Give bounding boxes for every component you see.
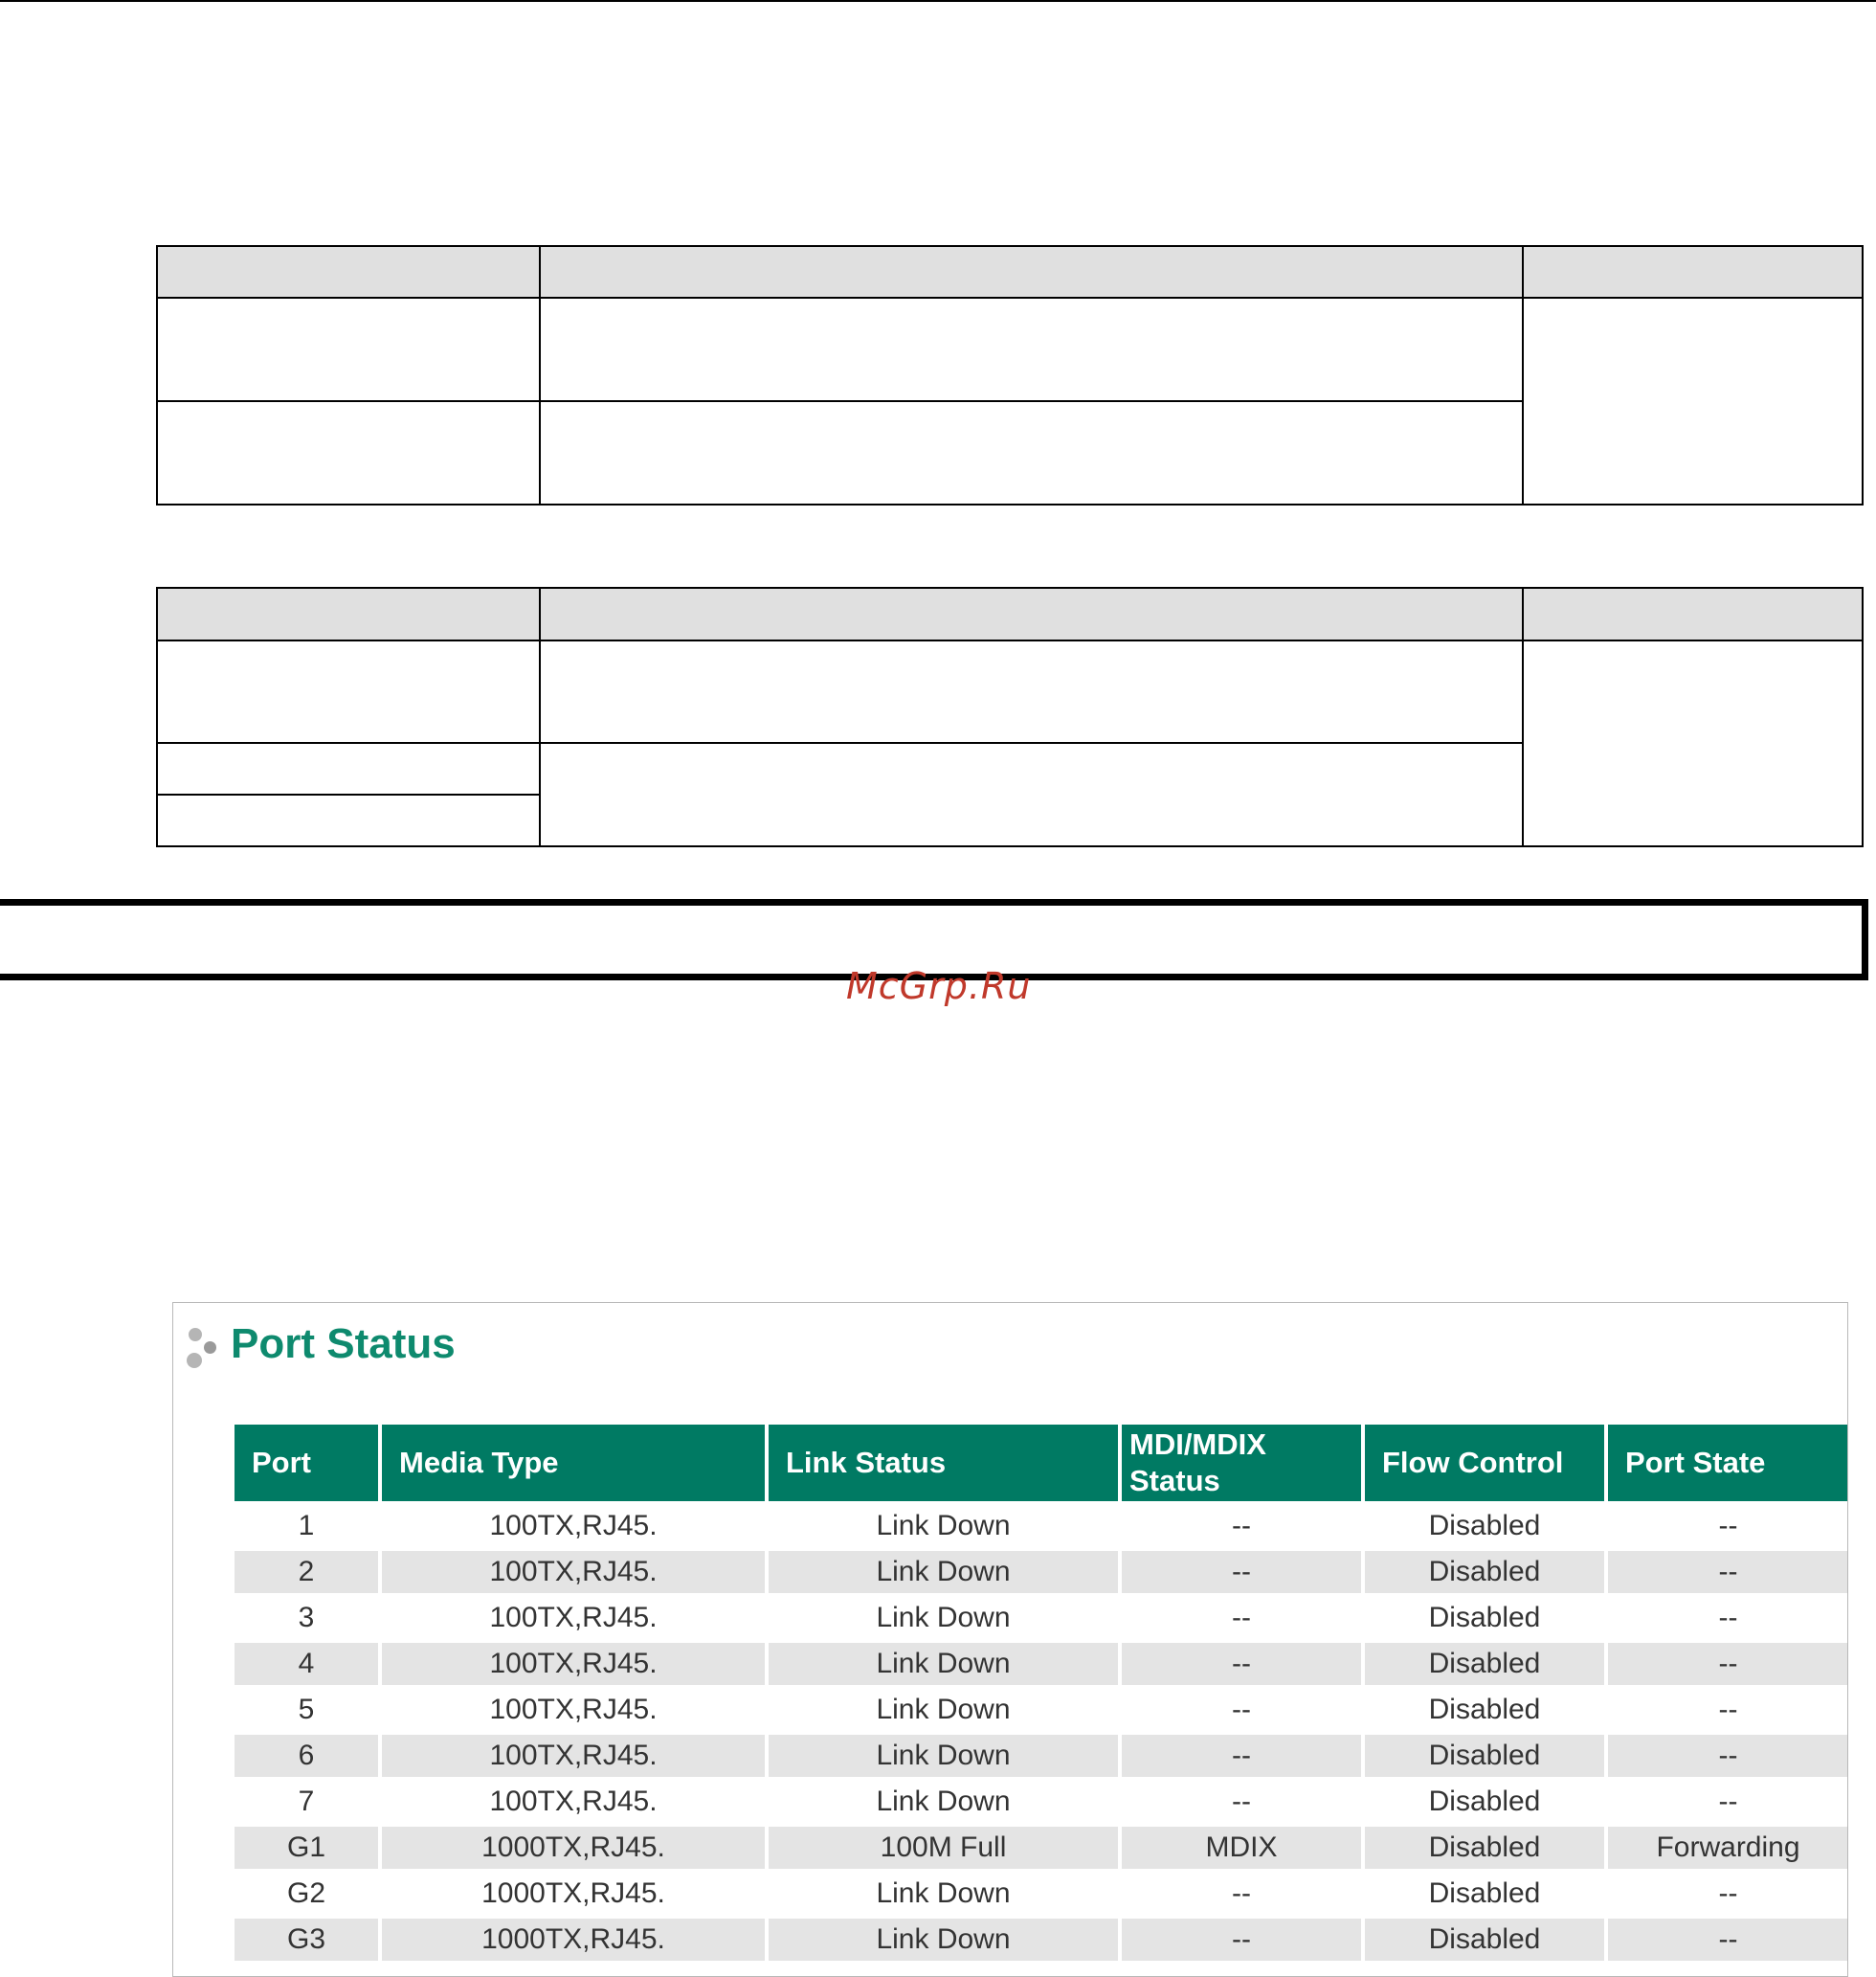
link-status-cell: Link Down <box>769 1735 1118 1777</box>
port-status-panel <box>172 1302 1848 1977</box>
table-row <box>234 1689 1848 1731</box>
doc-table-1-header-cell <box>157 246 540 298</box>
link-status-cell: Link Down <box>876 1877 1011 1909</box>
column-header-media-type: Media Type <box>382 1425 765 1501</box>
media-type-cell: 100TX,RJ45. <box>382 1643 765 1685</box>
media-type-cell: 100TX,RJ45. <box>489 1602 658 1633</box>
table-row <box>234 1873 1848 1915</box>
port-state-cell: -- <box>1608 1919 1848 1961</box>
media-type-cell: 1000TX,RJ45. <box>481 1877 665 1909</box>
doc-table-2-cell <box>157 795 540 846</box>
port-state-cell: -- <box>1608 1551 1848 1593</box>
port-state-cell: -- <box>1608 1735 1848 1777</box>
column-header-mdi-mdix-status: MDI/MDIX Status <box>1122 1425 1361 1501</box>
link-status-cell: Link Down <box>769 1643 1118 1685</box>
media-type-cell: 100TX,RJ45. <box>489 1786 658 1817</box>
column-header-flow-control: Flow Control <box>1365 1425 1604 1501</box>
flow-control-cell: Disabled <box>1365 1551 1604 1593</box>
mdi-mdix-cell: -- <box>1232 1510 1251 1541</box>
table-row <box>234 1827 1848 1869</box>
table-row <box>234 1597 1848 1639</box>
flow-control-cell: Disabled <box>1365 1827 1604 1869</box>
doc-table-1-cell <box>540 298 1523 401</box>
table-row <box>234 1551 1848 1593</box>
mdi-mdix-cell: -- <box>1232 1694 1251 1725</box>
top-rule <box>0 0 1876 2</box>
doc-table-2-header-cell <box>540 588 1523 640</box>
doc-table-2-cell <box>540 743 1523 846</box>
media-type-cell: 1000TX,RJ45. <box>382 1827 765 1869</box>
port-cell: 2 <box>234 1551 378 1593</box>
media-type-cell: 100TX,RJ45. <box>382 1551 765 1593</box>
port-cell: 4 <box>234 1643 378 1685</box>
mdi-mdix-cell: -- <box>1122 1551 1361 1593</box>
port-state-cell: -- <box>1718 1877 1738 1909</box>
media-type-cell: 100TX,RJ45. <box>489 1694 658 1725</box>
port-state-cell: -- <box>1718 1510 1738 1541</box>
port-state-cell: -- <box>1608 1643 1848 1685</box>
doc-table-1-header-cell <box>1523 246 1863 298</box>
port-state-cell: Forwarding <box>1608 1827 1848 1869</box>
port-state-cell: -- <box>1718 1602 1738 1633</box>
table-row <box>234 1781 1848 1823</box>
column-header-port-state: Port State <box>1608 1425 1848 1501</box>
port-status-table <box>231 1421 1848 1965</box>
mdi-mdix-cell: -- <box>1232 1786 1251 1817</box>
flow-control-cell: Disabled <box>1428 1602 1541 1633</box>
flow-control-cell: Disabled <box>1365 1643 1604 1685</box>
doc-table-2-cell <box>540 640 1523 743</box>
doc-table-1-header-cell <box>540 246 1523 298</box>
table-header-row <box>234 1425 1848 1501</box>
doc-table-1 <box>156 245 1864 505</box>
table-row <box>234 1505 1848 1547</box>
doc-table-1-cell <box>1523 298 1863 505</box>
media-type-cell: 100TX,RJ45. <box>489 1510 658 1541</box>
link-status-cell: Link Down <box>876 1510 1011 1541</box>
port-cell: 5 <box>298 1694 315 1725</box>
mdi-mdix-cell: -- <box>1122 1643 1361 1685</box>
port-cell: 7 <box>298 1786 315 1817</box>
flow-control-cell: Disabled <box>1428 1510 1541 1541</box>
port-cell: 3 <box>298 1602 315 1633</box>
port-state-cell: -- <box>1718 1694 1738 1725</box>
page-title: Port Status <box>231 1320 456 1367</box>
doc-table-2 <box>156 587 1864 847</box>
mdi-mdix-cell: -- <box>1232 1602 1251 1633</box>
table-row <box>234 1919 1848 1961</box>
link-status-cell: Link Down <box>769 1551 1118 1593</box>
link-status-cell: 100M Full <box>769 1827 1118 1869</box>
port-cell: G1 <box>234 1827 378 1869</box>
doc-table-2-cell <box>157 640 540 743</box>
flow-control-cell: Disabled <box>1365 1919 1604 1961</box>
port-cell: 1 <box>298 1510 315 1541</box>
doc-table-2-cell <box>157 743 540 795</box>
mdi-mdix-cell: MDIX <box>1122 1827 1361 1869</box>
table-row <box>234 1643 1848 1685</box>
media-type-cell: 1000TX,RJ45. <box>382 1919 765 1961</box>
doc-table-1-cell <box>157 298 540 401</box>
link-status-cell: Link Down <box>876 1786 1011 1817</box>
mdi-mdix-cell: -- <box>1122 1919 1361 1961</box>
mdi-mdix-cell: -- <box>1122 1735 1361 1777</box>
table-row <box>234 1735 1848 1777</box>
doc-table-1-cell <box>157 401 540 505</box>
port-cell: G2 <box>286 1877 326 1909</box>
mdi-mdix-cell: -- <box>1232 1877 1251 1909</box>
flow-control-cell: Disabled <box>1428 1786 1541 1817</box>
link-status-cell: Link Down <box>769 1919 1118 1961</box>
column-header-link-status: Link Status <box>769 1425 1118 1501</box>
doc-table-2-cell <box>1523 640 1863 846</box>
doc-table-2-header-cell <box>1523 588 1863 640</box>
port-cell: 6 <box>234 1735 378 1777</box>
column-header-port: Port <box>234 1425 378 1501</box>
media-type-cell: 100TX,RJ45. <box>382 1735 765 1777</box>
flow-control-cell: Disabled <box>1428 1877 1541 1909</box>
link-status-cell: Link Down <box>876 1602 1011 1633</box>
section-bullet-icon <box>185 1328 223 1374</box>
doc-table-1-cell <box>540 401 1523 505</box>
watermark: McGrp.Ru <box>846 965 1032 1007</box>
flow-control-cell: Disabled <box>1365 1735 1604 1777</box>
link-status-cell: Link Down <box>876 1694 1011 1725</box>
flow-control-cell: Disabled <box>1428 1694 1541 1725</box>
doc-table-2-header-cell <box>157 588 540 640</box>
port-state-cell: -- <box>1718 1786 1738 1817</box>
port-cell: G3 <box>234 1919 378 1961</box>
